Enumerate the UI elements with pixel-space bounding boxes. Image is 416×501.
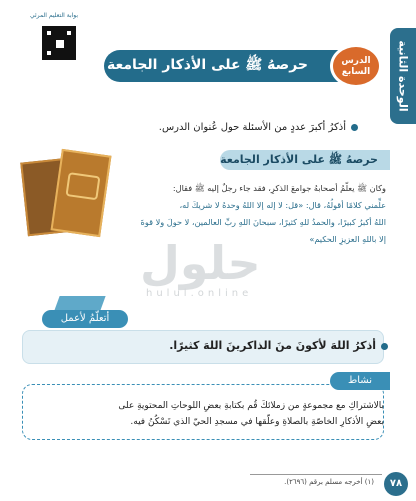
lesson-badge-line1: الدرس xyxy=(341,56,371,66)
lesson-objective xyxy=(159,122,358,133)
paragraph-line: إلا باللهِ العزيزِ الحكيم» xyxy=(309,234,386,244)
watermark-sub: hulul.online xyxy=(146,288,253,299)
page-number: ٧٨ xyxy=(384,472,408,496)
paragraph-line: اللهُ أكبرُ كبيرًا، والحمدُ للهِ كثيرًا، سبحانَ اللهِ ربِّ العالمين، لا حولَ ولا قوةَ xyxy=(140,217,386,227)
learn-text xyxy=(169,339,388,352)
footnote: (١) أخرجه مسلم برقم (٢٦٩٦). xyxy=(284,478,374,486)
watermark xyxy=(100,236,300,316)
lesson-badge xyxy=(330,44,382,88)
lesson-title: حرصهُ ﷺ على الأذكار الجامعة xyxy=(107,57,308,73)
bullet-icon xyxy=(351,124,358,131)
unit-tab-label: الوحدة الثانية xyxy=(396,40,410,112)
section-heading: حرصهُ ﷺ على الأذكار الجامعة xyxy=(220,150,390,170)
qr-caption: بوابة التعليم المرئي xyxy=(30,12,79,19)
activity-line: بعضِ الأذكارِ الخاصّةِ بالصلاةِ وعلّقها في مسجدِ الحيّ الذي تَسْكُنُ فيه. xyxy=(130,417,384,427)
lesson-header xyxy=(104,50,378,82)
objective-text: أذكرُ أكبرَ عددٍ من الأسئلة حول عُنوان الدرس. xyxy=(158,122,346,133)
watermark-main: حلول xyxy=(140,236,261,290)
learn-statement: أذكرُ اللهَ لأكونَ منَ الذاكرينَ اللهَ كثيرًا. xyxy=(169,339,376,352)
qr-code-icon[interactable] xyxy=(42,26,76,60)
lesson-badge-line2: السابع xyxy=(341,67,371,77)
learn-label: أتعلّمُ لأعمل xyxy=(42,310,128,328)
book-image xyxy=(22,148,108,242)
activity-label: نشاط xyxy=(330,372,390,390)
unit-tab xyxy=(390,28,416,124)
paragraph-line: علِّمني كلامًا أقولُهُ، قال: «قل: لا إله إلا اللهُ وحدهُ لا شريكَ له، xyxy=(179,200,386,210)
paragraph-line: وكان ﷺ يعلّمُ أصحابهُ جوامعَ الذكرِ، فقد جاء رجلٌ إليه ﷺ فقال: xyxy=(172,183,386,193)
activity-text xyxy=(50,398,384,430)
activity-line: بالاشتراكِ مع مجموعةٍ من زملائكَ قُم بكتابةِ بعضِ اللوحاتِ المحتويةِ على xyxy=(118,401,384,411)
footnote-divider xyxy=(250,474,382,475)
book-cover-front xyxy=(51,149,112,237)
bullet-icon xyxy=(381,343,388,350)
